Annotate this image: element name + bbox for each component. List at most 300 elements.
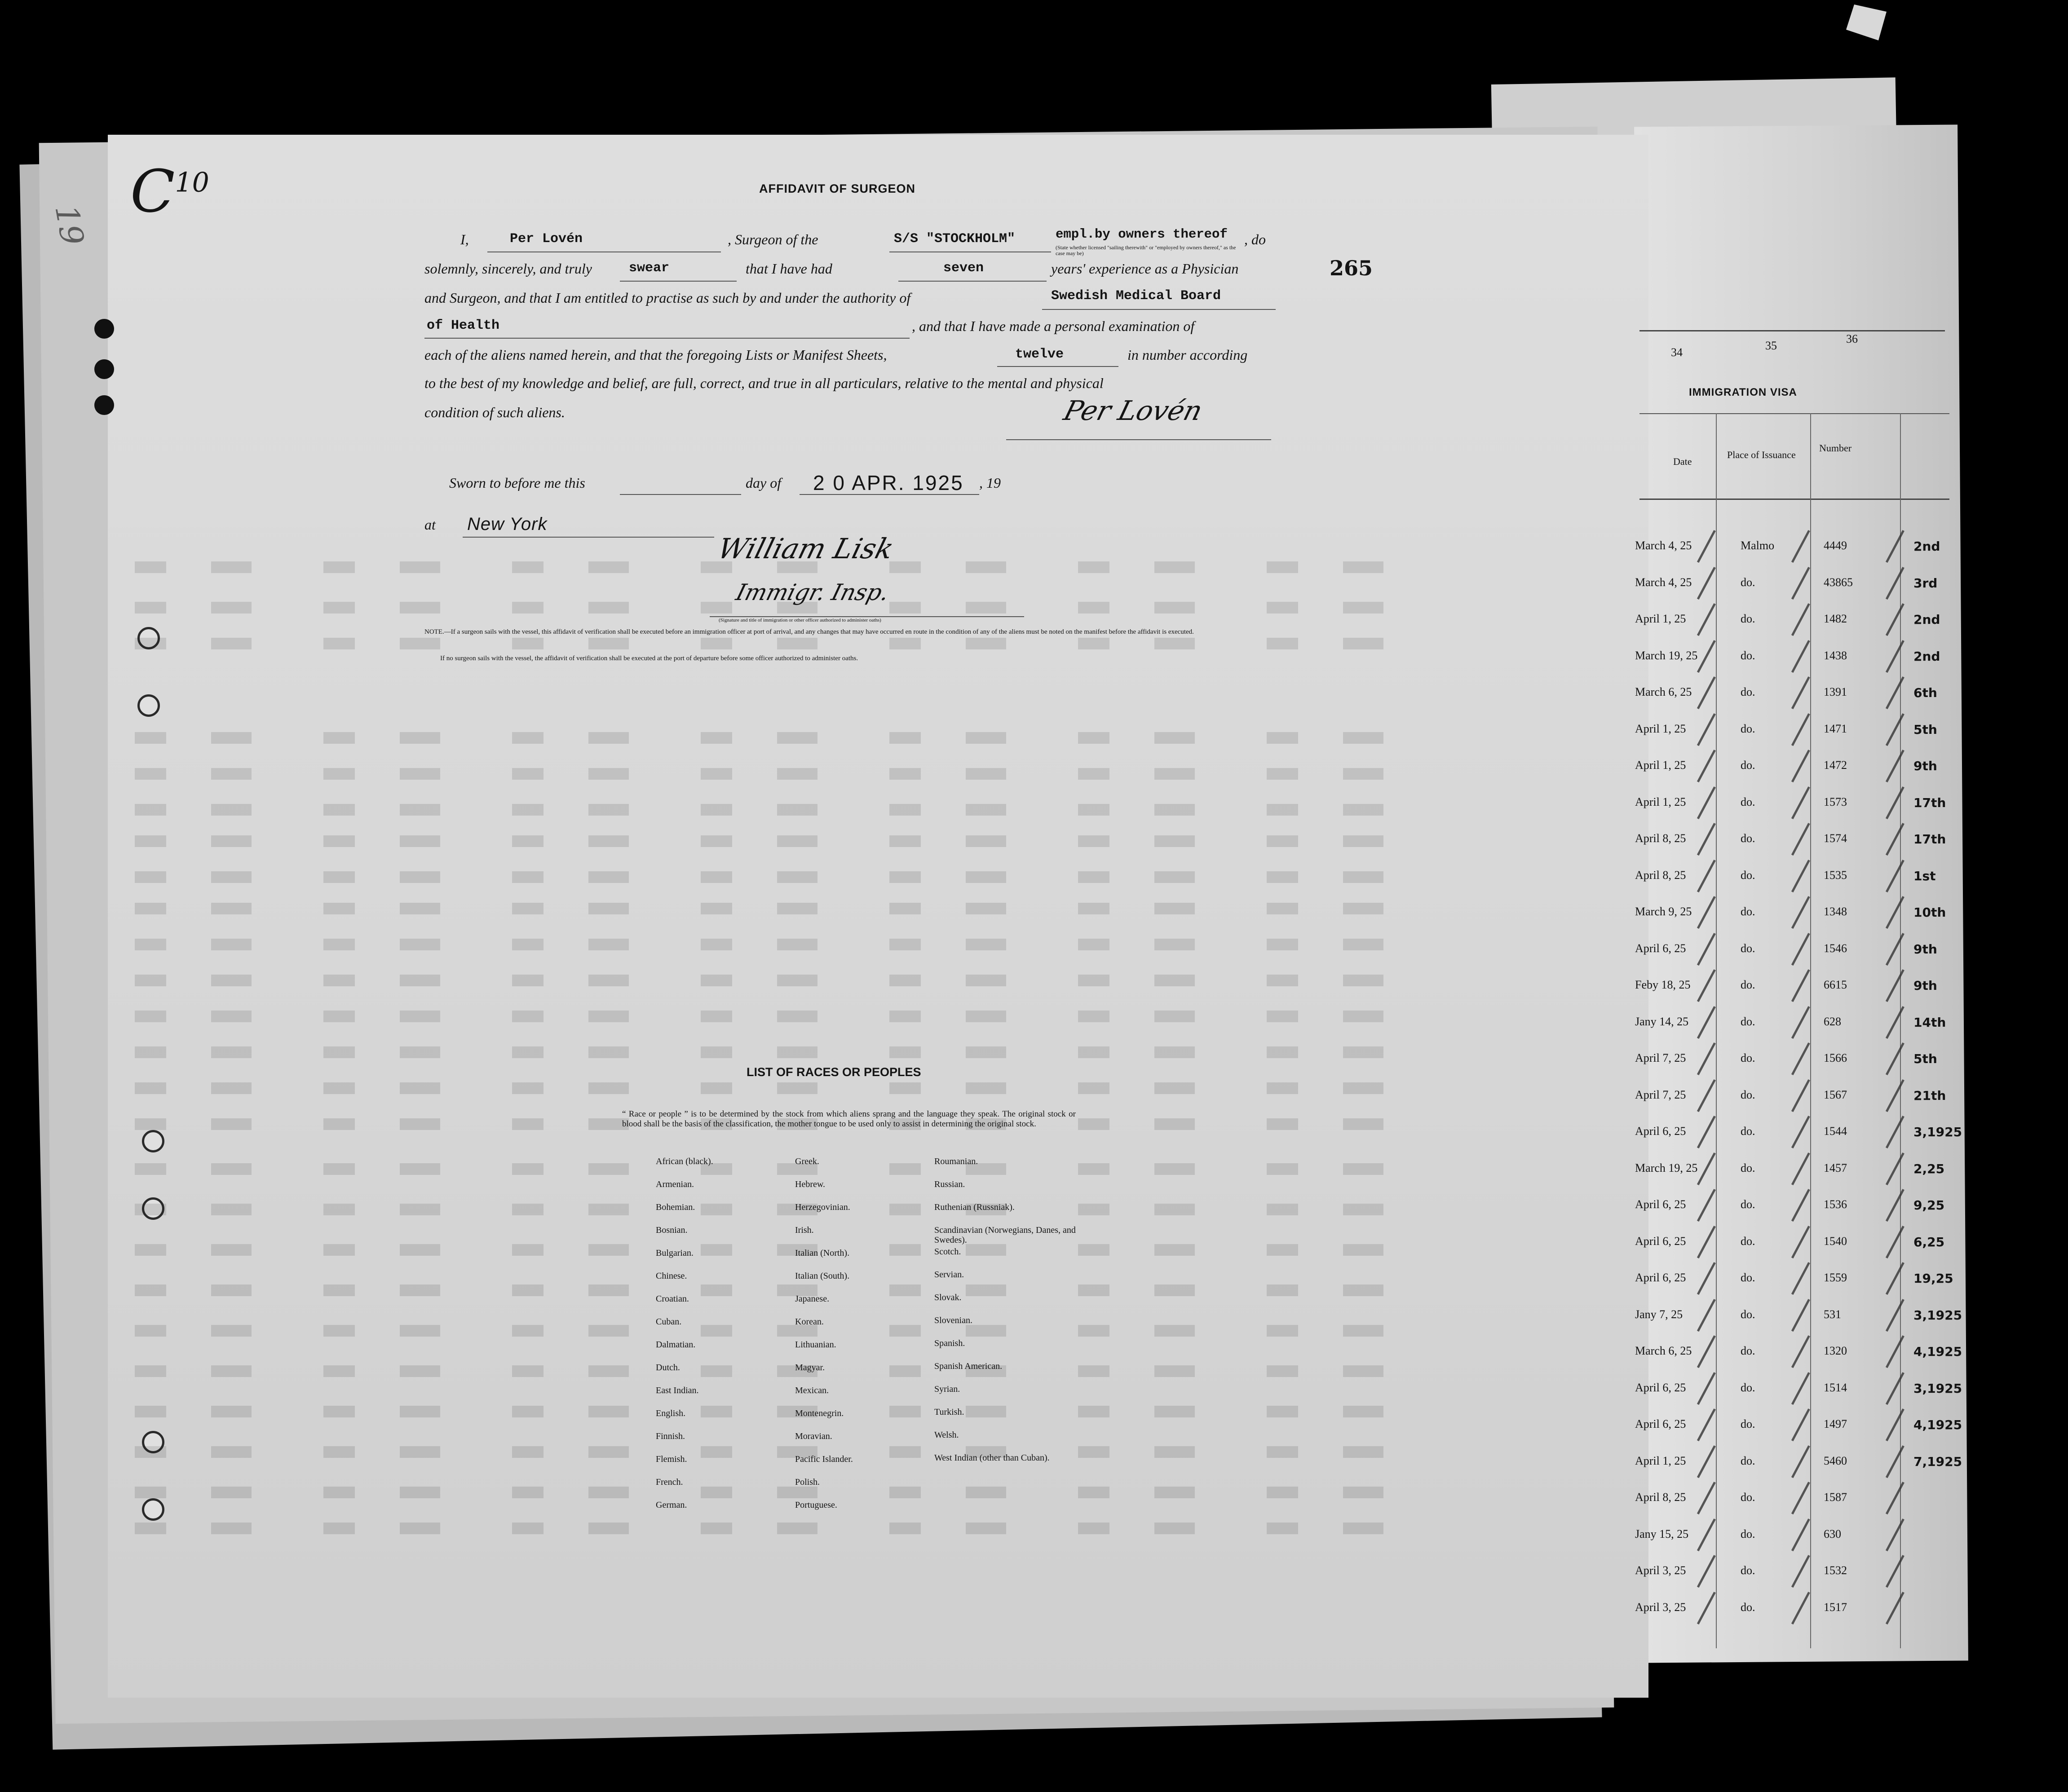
visa-date: April 6, 25 <box>1635 1125 1686 1138</box>
race-item: Greek. <box>795 1156 819 1166</box>
visa-row <box>1635 905 1963 932</box>
visa-date: April 7, 25 <box>1635 1051 1686 1064</box>
visa-date: March 4, 25 <box>1635 539 1692 552</box>
check-mark <box>1780 1073 1810 1112</box>
check-mark <box>1874 890 1905 929</box>
visa-number: 1544 <box>1824 1125 1847 1138</box>
visa-place: do. <box>1741 1088 1755 1101</box>
authority-line-1: Swedish Medical Board <box>1051 288 1221 304</box>
check-mark <box>1686 1366 1716 1404</box>
check-mark <box>1686 1293 1716 1331</box>
check-mark <box>1874 1000 1905 1038</box>
visa-date: April 8, 25 <box>1635 1491 1686 1504</box>
race-item: Italian (South). <box>795 1271 850 1281</box>
visa-number: 1497 <box>1824 1417 1847 1430</box>
check-mark <box>1780 671 1810 709</box>
edge-annotation: 5th <box>1913 1051 1937 1066</box>
header-rule <box>1639 330 1945 331</box>
page-number: 265 <box>1330 256 1373 280</box>
race-item: Korean. <box>795 1317 824 1327</box>
sworn-day-of: day of <box>746 475 782 491</box>
check-mark <box>1874 1256 1905 1295</box>
visa-date: April 3, 25 <box>1635 1600 1686 1614</box>
check-mark <box>1780 890 1810 929</box>
visa-place: do. <box>1741 1015 1755 1028</box>
race-item: Chinese. <box>656 1271 687 1281</box>
check-mark <box>1874 744 1905 782</box>
check-mark <box>1780 1146 1810 1185</box>
binder-hole <box>94 319 114 339</box>
race-item: Japanese. <box>795 1294 830 1304</box>
binder-ring <box>142 1130 164 1152</box>
check-mark <box>1780 744 1810 782</box>
check-mark <box>1780 1585 1810 1624</box>
check-mark <box>1780 780 1810 819</box>
visa-number: 1546 <box>1824 941 1847 955</box>
edge-annotation: 2,25 <box>1913 1161 1945 1176</box>
check-mark <box>1780 634 1810 672</box>
binder-hole <box>94 395 114 415</box>
visa-row <box>1635 1161 1963 1188</box>
visa-date: April 1, 25 <box>1635 1454 1686 1467</box>
header-rule <box>1639 413 1949 414</box>
visa-date: March 6, 25 <box>1635 685 1692 698</box>
affidavit-line-4b: , and that I have made a personal examination of <box>912 318 1195 334</box>
employment-note: (State whether licensed "sailing therewith" or "employed by owners thereof," as the case may be) <box>1056 244 1236 256</box>
check-mark <box>1686 1219 1716 1258</box>
affidavit-line-2c: years' experience as a Physician <box>1051 260 1239 277</box>
race-item: Turkish. <box>934 1407 964 1417</box>
race-item: Bohemian. <box>656 1202 695 1212</box>
binder-hole <box>94 359 114 379</box>
edge-annotation: 2nd <box>1913 649 1940 664</box>
visa-number: 1471 <box>1824 722 1847 735</box>
visa-place: do. <box>1741 1527 1755 1540</box>
race-item: Scotch. <box>934 1247 961 1257</box>
header-place: Place of Issuance <box>1727 449 1796 460</box>
visa-place: do. <box>1741 1125 1755 1138</box>
check-mark <box>1686 1073 1716 1112</box>
race-item: Slovak. <box>934 1293 962 1302</box>
visa-date: March 19, 25 <box>1635 1161 1698 1174</box>
edge-annotation: 3rd <box>1913 575 1938 591</box>
race-item: Bulgarian. <box>656 1248 694 1258</box>
sworn-place: New York <box>467 514 548 534</box>
edge-annotation: 9th <box>1913 759 1937 773</box>
visa-row <box>1635 1381 1963 1408</box>
check-mark <box>1686 927 1716 965</box>
check-mark <box>1686 1256 1716 1295</box>
check-mark <box>1780 1000 1810 1038</box>
race-item: Ruthenian (Russniak). <box>934 1202 1015 1212</box>
visa-row <box>1635 1015 1963 1042</box>
visa-number: 1559 <box>1824 1271 1847 1284</box>
visa-date: April 3, 25 <box>1635 1564 1686 1577</box>
race-item: German. <box>656 1500 687 1510</box>
visa-number: 1348 <box>1824 905 1847 918</box>
visa-number: 1320 <box>1824 1344 1847 1357</box>
edge-annotation: 3,1925 <box>1913 1125 1962 1139</box>
check-mark <box>1780 1256 1810 1295</box>
visa-place: do. <box>1741 685 1755 698</box>
check-mark <box>1780 707 1810 746</box>
race-item: English. <box>656 1408 686 1418</box>
check-mark <box>1780 1439 1810 1478</box>
visa-place: do. <box>1741 1381 1755 1394</box>
visa-row <box>1635 1234 1963 1262</box>
visa-row <box>1635 868 1963 896</box>
check-mark <box>1874 707 1905 746</box>
visa-number: 1587 <box>1824 1491 1847 1504</box>
affidavit-line-5a: each of the aliens named herein, and that the foregoing Lists or Manifest Sheets, <box>424 347 887 363</box>
visa-place: do. <box>1741 649 1755 662</box>
visa-number: 1532 <box>1824 1564 1847 1577</box>
race-item: Portuguese. <box>795 1500 837 1510</box>
sworn-text: Sworn to before me this <box>449 475 585 491</box>
check-mark <box>1780 1366 1810 1404</box>
affidavit-line-3a: and Surgeon, and that I am entitled to practise as such by and under the authority of <box>424 290 911 306</box>
race-item: Spanish American. <box>934 1361 1003 1371</box>
check-mark <box>1686 1110 1716 1148</box>
visa-number: 6615 <box>1824 978 1847 991</box>
manifest-page <box>108 135 1648 1698</box>
check-mark <box>1686 1000 1716 1038</box>
visa-row <box>1635 649 1963 676</box>
race-item: Irish. <box>795 1225 814 1235</box>
visa-date: April 8, 25 <box>1635 868 1686 882</box>
check-mark <box>1874 1293 1905 1331</box>
edge-annotation: 21th <box>1913 1088 1946 1103</box>
check-mark <box>1874 1585 1905 1624</box>
affidavit-line-5b: in number according <box>1127 347 1248 363</box>
race-item: Syrian. <box>934 1384 960 1394</box>
check-mark <box>1686 744 1716 782</box>
edge-annotation: 17th <box>1913 795 1946 810</box>
corner-mark: $C^{10}$ <box>130 157 209 225</box>
check-mark <box>1874 927 1905 965</box>
edge-annotation: 3,1925 <box>1913 1381 1962 1396</box>
visa-row <box>1635 941 1963 969</box>
race-item: Servian. <box>934 1270 964 1280</box>
visa-row <box>1635 1454 1963 1481</box>
visa-place: do. <box>1741 941 1755 955</box>
fill-line <box>620 281 737 282</box>
race-item: Magyar. <box>795 1363 825 1373</box>
visa-number: 1482 <box>1824 612 1847 625</box>
check-mark <box>1874 524 1905 563</box>
visa-date: April 6, 25 <box>1635 941 1686 955</box>
visa-place: Malmo <box>1741 539 1775 552</box>
check-mark <box>1686 707 1716 746</box>
visa-number: 1567 <box>1824 1088 1847 1101</box>
visa-row <box>1635 722 1963 749</box>
edge-annotation: 4,1925 <box>1913 1417 1962 1432</box>
check-mark <box>1874 1110 1905 1148</box>
affidavit-line-1a: I, <box>460 231 469 247</box>
check-mark <box>1780 817 1810 856</box>
visa-row <box>1635 1051 1963 1078</box>
visa-date: March 9, 25 <box>1635 905 1692 918</box>
visa-row <box>1635 1088 1963 1115</box>
authority-line-2: of Health <box>427 318 500 333</box>
visa-number: 630 <box>1824 1527 1841 1540</box>
visa-row <box>1635 575 1963 603</box>
visa-date: Jany 15, 25 <box>1635 1527 1689 1540</box>
check-mark <box>1874 1146 1905 1185</box>
visa-date: April 6, 25 <box>1635 1271 1686 1284</box>
check-mark <box>1874 1403 1905 1441</box>
edge-annotation: 1st <box>1913 868 1936 883</box>
edge-annotation: 6,25 <box>1913 1234 1945 1249</box>
visa-place: do. <box>1741 1234 1755 1248</box>
visa-row <box>1635 1564 1963 1591</box>
visa-place: do. <box>1741 832 1755 845</box>
visa-number: 1517 <box>1824 1600 1847 1614</box>
race-item: Bosnian. <box>656 1225 688 1235</box>
visa-place: do. <box>1741 868 1755 882</box>
signature-line <box>710 616 1024 617</box>
race-item: Dalmatian. <box>656 1340 696 1350</box>
race-item: Croatian. <box>656 1294 689 1304</box>
check-mark <box>1874 780 1905 819</box>
check-mark <box>1874 853 1905 892</box>
race-item: Hebrew. <box>795 1179 826 1189</box>
check-mark <box>1686 1585 1716 1624</box>
visa-number: 1514 <box>1824 1381 1847 1394</box>
race-item: French. <box>656 1477 683 1487</box>
visa-place: do. <box>1741 978 1755 991</box>
edge-annotation: 9th <box>1913 978 1937 993</box>
visa-number: 1438 <box>1824 649 1847 662</box>
visa-row <box>1635 795 1963 822</box>
affidavit-line-7: condition of such aliens. <box>424 404 565 420</box>
sworn-date-stamp: 2 0 APR. 1925 <box>813 471 964 494</box>
check-mark <box>1686 1512 1716 1551</box>
check-mark <box>1686 1183 1716 1222</box>
check-mark <box>1686 853 1716 892</box>
check-mark <box>1780 963 1810 1002</box>
check-mark <box>1780 1219 1810 1258</box>
visa-number: 43865 <box>1824 575 1853 589</box>
paper-scrap <box>1846 4 1887 40</box>
check-mark <box>1780 1403 1810 1441</box>
edge-annotation: 4,1925 <box>1913 1344 1962 1359</box>
affidavit-note-1: NOTE.—If a surgeon sails with the vessel, this affidavit of verification shall be executed before an immigration officer at port of arrival, and any changes that may have occurred en route in the condition of any of the aliens must be noted on the manifest before the affidavit is executed. <box>424 628 1194 636</box>
visa-place: do. <box>1741 1271 1755 1284</box>
binder-ring <box>137 694 160 717</box>
check-mark <box>1874 1329 1905 1368</box>
race-item: Spanish. <box>934 1338 965 1348</box>
race-item: Slovenian. <box>934 1315 972 1325</box>
check-mark <box>1780 597 1810 636</box>
check-mark <box>1780 853 1810 892</box>
race-item: Finnish. <box>656 1431 685 1441</box>
edge-annotation: 19,25 <box>1913 1271 1953 1286</box>
race-item: Roumanian. <box>934 1156 978 1166</box>
check-mark <box>1780 1329 1810 1368</box>
visa-place: do. <box>1741 759 1755 772</box>
visa-row <box>1635 1491 1963 1518</box>
visa-place: do. <box>1741 1198 1755 1211</box>
visa-date: April 8, 25 <box>1635 832 1686 845</box>
visa-date: April 1, 25 <box>1635 612 1686 625</box>
affidavit-title: AFFIDAVIT OF SURGEON <box>759 182 915 195</box>
at-label: at <box>424 516 436 533</box>
check-mark <box>1874 1512 1905 1551</box>
affidavit-line-1b: , Surgeon of the <box>728 231 818 247</box>
check-mark <box>1780 1110 1810 1148</box>
fill-line <box>997 366 1118 367</box>
race-item: Armenian. <box>656 1179 694 1189</box>
visa-date: Jany 7, 25 <box>1635 1307 1683 1321</box>
col-number-34: 34 <box>1671 346 1683 359</box>
check-mark <box>1780 1037 1810 1075</box>
check-mark <box>1686 780 1716 819</box>
visa-row <box>1635 1198 1963 1225</box>
check-mark <box>1780 1293 1810 1331</box>
check-mark <box>1780 1183 1810 1222</box>
race-item: East Indian. <box>656 1386 699 1395</box>
races-column-1 <box>656 1156 713 1523</box>
visa-place: do. <box>1741 722 1755 735</box>
check-mark <box>1780 1512 1810 1551</box>
visa-row <box>1635 1417 1963 1444</box>
employment-status: empl.by owners thereof <box>1056 227 1228 242</box>
edge-annotation: 6th <box>1913 685 1937 700</box>
visa-date: March 6, 25 <box>1635 1344 1692 1357</box>
visa-number: 628 <box>1824 1015 1841 1028</box>
visa-number: 1457 <box>1824 1161 1847 1174</box>
edge-annotation: 17th <box>1913 832 1946 847</box>
visa-row <box>1635 1125 1963 1152</box>
affidavit-line-6: to the best of my knowledge and belief, are full, correct, and true in all particulars, relative to the mental and physical <box>424 375 1104 391</box>
visa-date: April 7, 25 <box>1635 1088 1686 1101</box>
header-rule <box>1639 499 1949 500</box>
race-item: Italian (North). <box>795 1248 850 1258</box>
visa-number: 4449 <box>1824 539 1847 552</box>
visa-date: April 1, 25 <box>1635 759 1686 772</box>
visa-number: 5460 <box>1824 1454 1847 1467</box>
check-mark <box>1874 1549 1905 1588</box>
edge-annotation: 9th <box>1913 941 1937 957</box>
check-mark <box>1874 634 1905 672</box>
visa-date: April 1, 25 <box>1635 795 1686 808</box>
signature-line <box>1006 439 1271 440</box>
check-mark <box>1780 1476 1810 1514</box>
affidavit-line-1c: , do <box>1244 231 1266 247</box>
check-mark <box>1780 1549 1810 1588</box>
visa-row <box>1635 1527 1963 1554</box>
visa-number: 1566 <box>1824 1051 1847 1064</box>
affidavit-line-2a: solemnly, sincerely, and truly <box>424 260 592 277</box>
visa-place: do. <box>1741 1491 1755 1504</box>
race-item: Herzegovinian. <box>795 1202 850 1212</box>
race-item: Dutch. <box>656 1363 680 1373</box>
fill-line <box>424 338 910 339</box>
surgeon-name: Per Lovén <box>510 231 583 247</box>
visa-place: do. <box>1741 1051 1755 1064</box>
race-item: Russian. <box>934 1179 965 1189</box>
visa-title: IMMIGRATION VISA <box>1689 386 1797 398</box>
visa-date: April 6, 25 <box>1635 1417 1686 1430</box>
margin-marks: 19 <box>48 202 91 248</box>
visa-place: do. <box>1741 1454 1755 1467</box>
race-item: West Indian (other than Cuban). <box>934 1453 1050 1463</box>
visa-place: do. <box>1741 1600 1755 1614</box>
visa-date: April 6, 25 <box>1635 1198 1686 1211</box>
edge-annotation: 9,25 <box>1913 1198 1945 1213</box>
visa-place: do. <box>1741 1161 1755 1174</box>
visa-place: do. <box>1741 612 1755 625</box>
visa-number: 1574 <box>1824 832 1847 845</box>
race-item: African (black). <box>656 1156 713 1166</box>
check-mark <box>1874 1073 1905 1112</box>
col-number-35: 35 <box>1765 339 1777 352</box>
sworn-year-prefix: , 19 <box>979 475 1001 491</box>
race-item: Pacific Islander. <box>795 1454 853 1464</box>
check-mark <box>1874 597 1905 636</box>
visa-place: do. <box>1741 795 1755 808</box>
check-mark <box>1874 1183 1905 1222</box>
visa-row <box>1635 1344 1963 1371</box>
visa-row <box>1635 759 1963 786</box>
surgeon-signature: Per Lovén <box>1060 395 1206 427</box>
visa-row <box>1635 685 1963 712</box>
check-mark <box>1686 817 1716 856</box>
races-title: LIST OF RACES OR PEOPLES <box>747 1065 921 1079</box>
fill-line <box>800 494 979 495</box>
officer-title: Immigr. Insp. <box>733 579 893 605</box>
visa-number: 1391 <box>1824 685 1847 698</box>
check-mark <box>1686 1476 1716 1514</box>
edge-annotation: 5th <box>1913 722 1937 737</box>
check-mark <box>1686 1403 1716 1441</box>
fill-line <box>898 281 1047 282</box>
race-item: Montenegrin. <box>795 1408 844 1418</box>
check-mark <box>1780 927 1810 965</box>
affidavit-line-2b: that I have had <box>746 260 832 277</box>
visa-place: do. <box>1741 1344 1755 1357</box>
visa-row <box>1635 1307 1963 1335</box>
edge-annotation: 7,1925 <box>1913 1454 1962 1469</box>
race-item: Flemish. <box>656 1454 687 1464</box>
visa-number: 1472 <box>1824 759 1847 772</box>
check-mark <box>1686 1037 1716 1075</box>
visa-place: do. <box>1741 905 1755 918</box>
check-mark <box>1874 671 1905 709</box>
check-mark <box>1874 1476 1905 1514</box>
visa-place: do. <box>1741 1564 1755 1577</box>
visa-row <box>1635 1600 1963 1628</box>
fill-line <box>620 494 741 495</box>
edge-annotation: 14th <box>1913 1015 1946 1030</box>
visa-date: April 6, 25 <box>1635 1234 1686 1248</box>
edge-annotation: 2nd <box>1913 612 1940 627</box>
col-number-36: 36 <box>1846 332 1858 345</box>
fill-line <box>463 537 714 538</box>
check-mark <box>1686 1549 1716 1588</box>
check-mark <box>1780 524 1810 563</box>
sheets-count: twelve <box>1015 347 1064 362</box>
check-mark <box>1874 1037 1905 1075</box>
check-mark <box>1874 963 1905 1002</box>
visa-number: 1536 <box>1824 1198 1847 1211</box>
affidavit-note-2: If no surgeon sails with the vessel, the affidavit of verification shall be executed at the port of departure before some officer authorized to administer oaths. <box>440 655 858 662</box>
header-date: Date <box>1673 456 1692 467</box>
race-item: Welsh. <box>934 1430 959 1440</box>
visa-date: March 4, 25 <box>1635 575 1692 589</box>
visa-place: do. <box>1741 575 1755 589</box>
